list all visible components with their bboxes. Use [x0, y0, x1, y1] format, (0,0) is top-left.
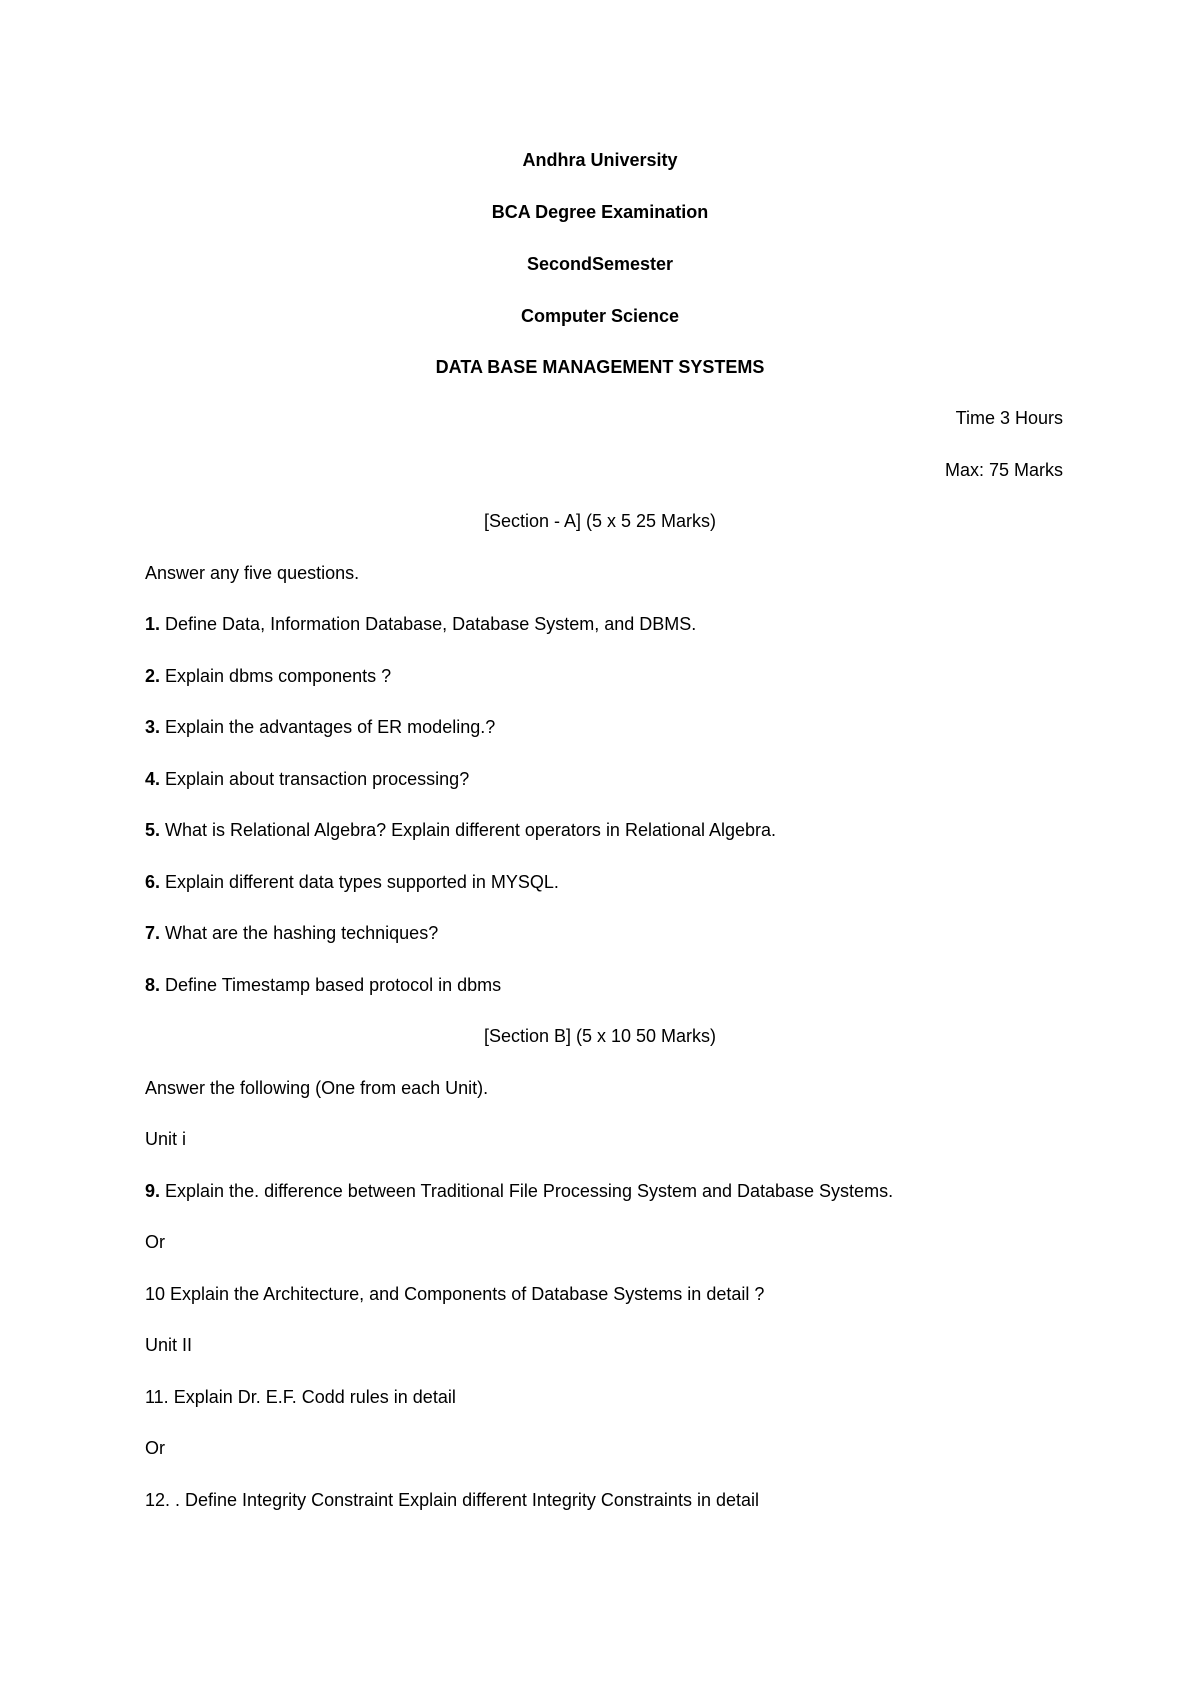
question-number: 4.: [145, 769, 161, 789]
or-separator: Or: [145, 1438, 165, 1458]
unit-2-label: Unit II: [145, 1335, 193, 1355]
question-item: [145, 922, 438, 944]
question-text: What are the hashing techniques?: [160, 923, 439, 943]
question-text: Define Timestamp based protocol in dbms: [160, 975, 502, 995]
section-a-instruction: Answer any five questions.: [145, 563, 360, 583]
or-separator: Or: [145, 1232, 165, 1252]
subject-area: Computer Science: [520, 306, 680, 326]
unit-1-label: Unit i: [145, 1129, 187, 1149]
question-number: 1.: [145, 614, 161, 634]
question-item: 11. Explain Dr. E.F. Codd rules in detail: [145, 1387, 456, 1407]
question-text: Explain the advantages of ER modeling.?: [160, 717, 496, 737]
paper-title: DATA BASE MANAGEMENT SYSTEMS: [435, 357, 765, 377]
question-item: [145, 665, 391, 687]
question-item: [145, 613, 696, 635]
question-item: [145, 716, 495, 738]
question-item: [145, 819, 776, 841]
time-allowed: Time 3 Hours: [955, 408, 1063, 428]
semester-label: SecondSemester: [526, 254, 674, 274]
question-number: 2.: [145, 666, 161, 686]
section-a-heading: [Section - A] (5 x 5 25 Marks): [483, 511, 717, 531]
question-number: 9.: [145, 1181, 161, 1201]
question-text: Define Data, Information Database, Database System, and DBMS.: [160, 614, 697, 634]
question-number: 8.: [145, 975, 161, 995]
question-text: Explain the. difference between Traditional File Processing System and Database Systems.: [160, 1181, 894, 1201]
question-number: 6.: [145, 872, 161, 892]
question-number: 3.: [145, 717, 161, 737]
question-item: 10 Explain the Architecture, and Components of Database Systems in detail ?: [145, 1284, 765, 1304]
question-text: What is Relational Algebra? Explain different operators in Relational Algebra.: [160, 820, 777, 840]
question-item: [145, 871, 559, 893]
question-item: [145, 974, 501, 996]
question-item: [145, 1180, 893, 1202]
question-text: Explain about transaction processing?: [160, 769, 470, 789]
section-b-instruction: Answer the following (One from each Unit).: [145, 1078, 489, 1098]
section-b-heading: [Section B] (5 x 10 50 Marks): [483, 1026, 717, 1046]
question-number: 7.: [145, 923, 161, 943]
exam-title: BCA Degree Examination: [491, 202, 709, 222]
question-item: [145, 768, 469, 790]
question-number: 5.: [145, 820, 161, 840]
question-item: 12. . Define Integrity Constraint Explain different Integrity Constraints in detail: [145, 1490, 759, 1510]
question-text: Explain dbms components ?: [160, 666, 392, 686]
university-name: Andhra University: [522, 150, 678, 170]
max-marks: Max: 75 Marks: [944, 460, 1063, 480]
question-text: Explain different data types supported in MYSQL.: [160, 872, 559, 892]
